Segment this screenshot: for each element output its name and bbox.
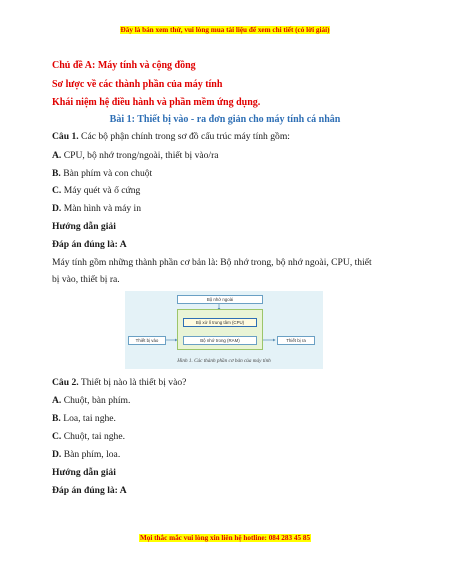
q2-option-a: A. Chuột, bàn phím.: [52, 395, 131, 406]
subtopic-heading-2: Khái niệm hệ điều hành và phần mềm ứng dụng.: [52, 97, 261, 108]
q1-option-c: C. Máy quét và ổ cứng: [52, 185, 141, 196]
q1-option-a: A. CPU, bộ nhớ trong/ngoài, thiết bị vào/ra: [52, 150, 219, 161]
topic-heading: Chủ đề A: Máy tính và cộng đồng: [52, 60, 196, 71]
subtopic-heading-1: Sơ lược về các thành phần của máy tính: [52, 79, 223, 90]
preview-banner: Đây là bản xem thử, vui lòng mua tài liệu để xem chi tiết (có lời giải): [120, 26, 330, 34]
figure-caption: Hình 1. Các thành phần cơ bản của máy tính: [177, 358, 271, 364]
lesson-title: Bài 1: Thiết bị vào - ra đơn giản cho máy tính cá nhân: [109, 114, 341, 125]
question-2-text: Thiết bị nào là thiết bị vào?: [78, 377, 187, 388]
hotline-banner: Mọi thắc mắc vui lòng xin liên hệ hotline: 084 283 45 85: [139, 534, 311, 542]
q2-guide-heading: Hướng dẫn giải: [52, 467, 116, 478]
q1-explanation-line-1: Máy tính gồm những thành phần cơ bản là: Bộ nhớ trong, bộ nhớ ngoài, CPU, thiết: [52, 257, 372, 268]
question-1-text: Các bộ phận chính trong sơ đồ cấu trúc máy tính gồm:: [78, 131, 290, 142]
q2-option-c: C. Chuột, tai nghe.: [52, 431, 126, 442]
internal-memory-box: Bộ nhớ trong (RAM): [183, 336, 257, 345]
cpu-box: Bộ xử lí trung tâm (CPU): [183, 318, 257, 327]
q1-explanation-line-2: bị vào, thiết bị ra.: [52, 274, 120, 285]
q1-guide-heading: Hướng dẫn giải: [52, 221, 116, 232]
q1-option-b: B. Bàn phím và con chuột: [52, 168, 153, 179]
input-device-box: Thiết bị vào: [128, 336, 166, 345]
q2-option-b: B. Loa, tai nghe.: [52, 413, 116, 424]
q1-option-d: D. Màn hình và máy in: [52, 203, 141, 214]
q1-answer: Đáp án đúng là: A: [52, 239, 127, 250]
question-2-label: Câu 2.: [52, 377, 79, 388]
q2-option-d: D. Bàn phím, loa.: [52, 449, 121, 460]
output-device-box: Thiết bị ra: [277, 336, 315, 345]
q2-answer: Đáp án đúng là: A: [52, 485, 127, 496]
question-2: [52, 377, 402, 388]
external-memory-box: Bộ nhớ ngoài: [177, 295, 263, 304]
computer-components-diagram: [125, 291, 323, 369]
question-1-label: Câu 1.: [52, 131, 79, 142]
question-1: [52, 131, 402, 142]
